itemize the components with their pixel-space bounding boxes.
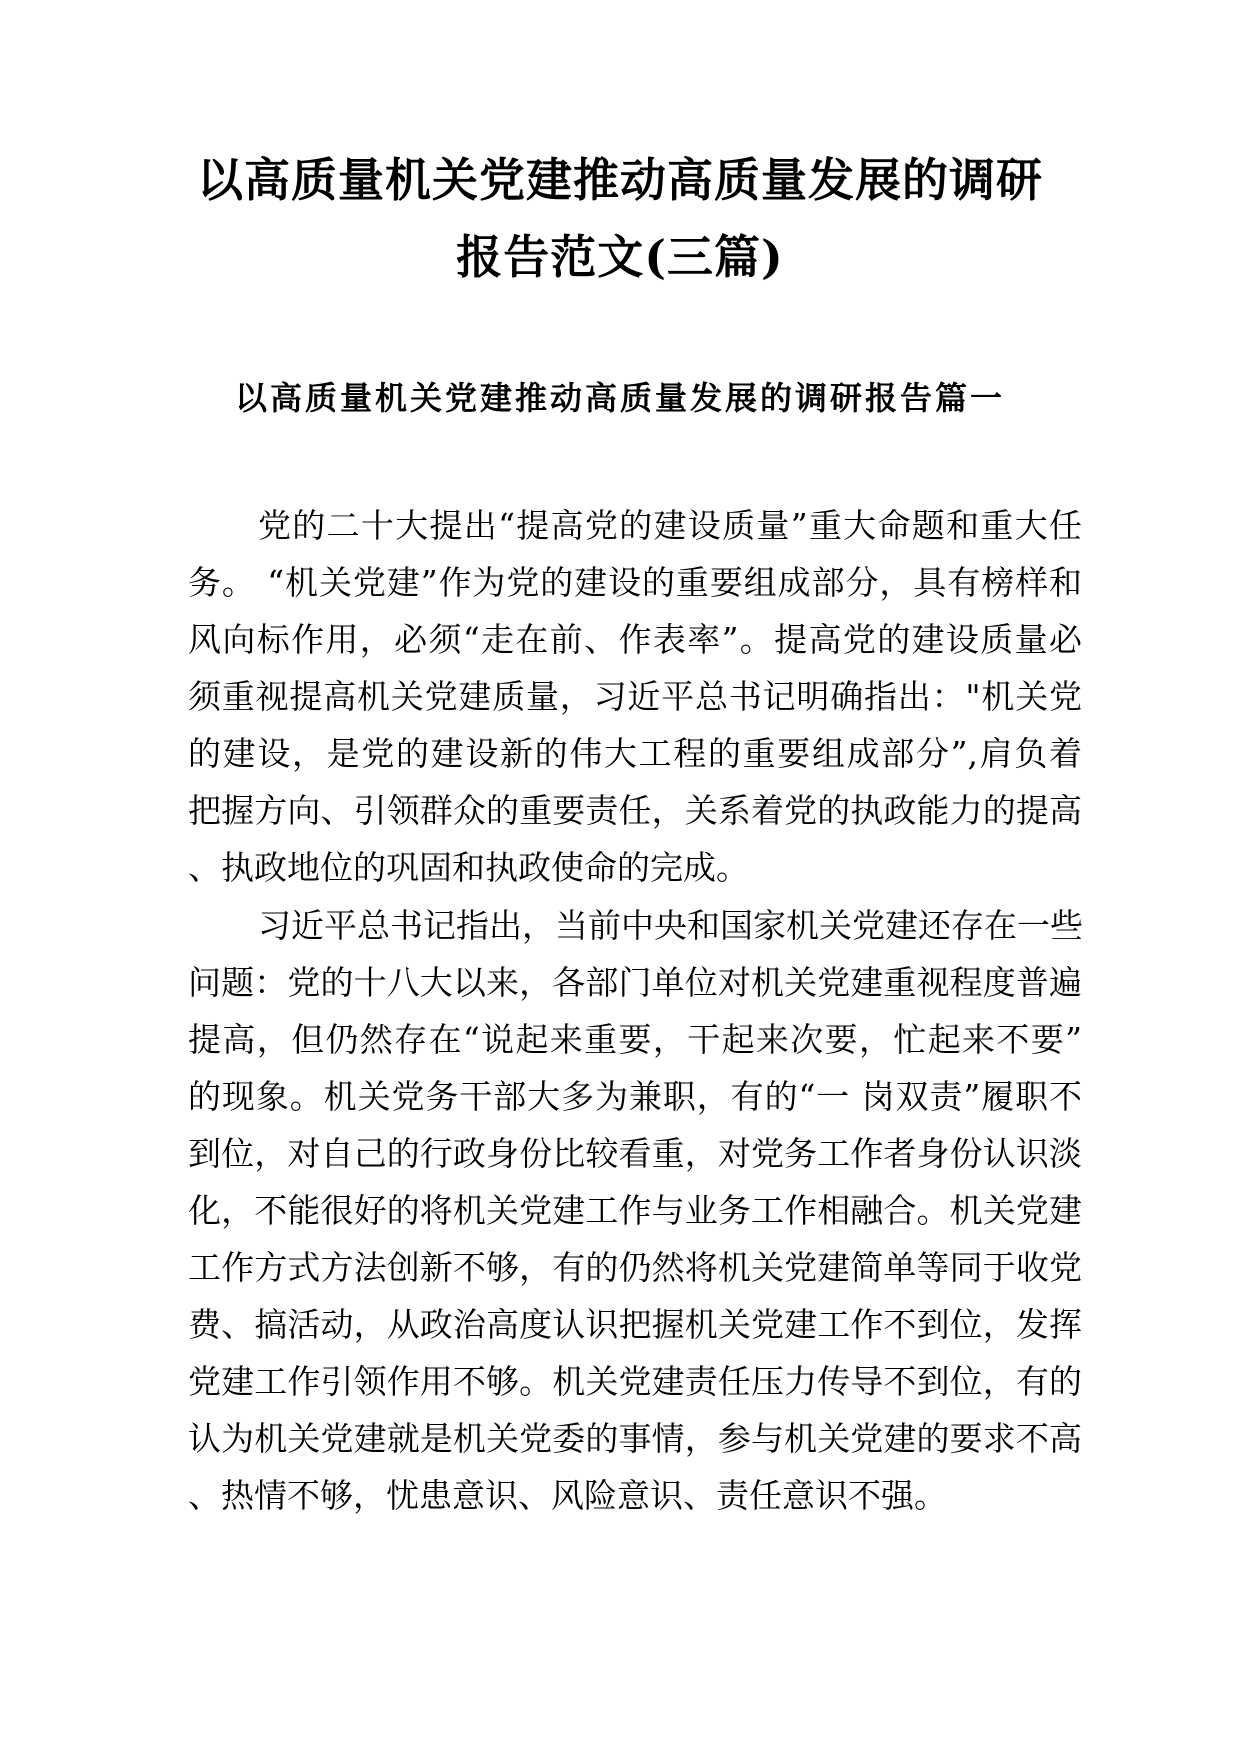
paragraph-line: 习近平总书记指出，当前中央和国家机关党建还存在一些	[258, 906, 1083, 945]
paragraph-line: 认为机关党建就是机关党委的事情，参与机关党建的要求不高	[188, 1419, 1082, 1458]
paragraph-line: 的现象。机关党务干部大多为兼职，有的“一 岗双责”履职不	[188, 1077, 1082, 1116]
paragraph-line: 工作方式方法创新不够，有的仍然将机关党建简单等同于收党	[188, 1248, 1082, 1287]
paragraph-line: 风向标作用，必须“走在前、作表率”。提高党的建设质量必	[188, 620, 1082, 659]
paragraph-line: 党建工作引领作用不够。机关党建责任压力传导不到位，有的	[188, 1362, 1082, 1401]
paragraph-2	[188, 897, 1082, 1524]
paragraph-line: 费、搞活动，从政治高度认识把握机关党建工作不到位，发挥	[188, 1305, 1082, 1344]
paragraph-line: 到位，对自己的行政身份比较看重，对党务工作者身份认识淡	[188, 1134, 1082, 1173]
paragraph-line: 把握方向、引领群众的重要责任，关系着党的执政能力的提高	[188, 791, 1082, 830]
paragraph-line: 、执政地位的巩固和执政使命的完成。	[188, 848, 749, 887]
paragraph-line: 须重视提高机关党建质量，习近平总书记明确指出："机关党	[188, 677, 1082, 716]
paragraph-line: 党的二十大提出“提高党的建设质量”重大命题和重大任	[258, 506, 1082, 545]
paragraph-line: 化，不能很好的将机关党建工作与业务工作相融合。机关党建	[188, 1191, 1082, 1230]
paragraph-line: 问题：党的十八大以来，各部门单位对机关党建重视程度普遍	[188, 963, 1082, 1002]
paragraph-1	[188, 497, 1082, 896]
document-title-line-2: 报告范文(三篇)	[456, 230, 784, 284]
document-title-line-1: 以高质量机关党建推动高质量发展的调研	[197, 153, 1043, 207]
section-heading: 以高质量机关党建推动高质量发展的调研报告篇一	[234, 379, 1005, 417]
paragraph-line: 提高，但仍然存在“说起来重要，干起来次要，忙起来不要”	[188, 1020, 1082, 1059]
paragraph-line: 的建设，是党的建设新的伟大工程的重要组成部分”,肩负着	[188, 734, 1082, 773]
paragraph-line: 、热情不够，忧患意识、风险意识、责任意识不强。	[188, 1476, 947, 1515]
paragraph-line: 务。 “机关党建”作为党的建设的重要组成部分，具有榜样和	[188, 563, 1082, 602]
